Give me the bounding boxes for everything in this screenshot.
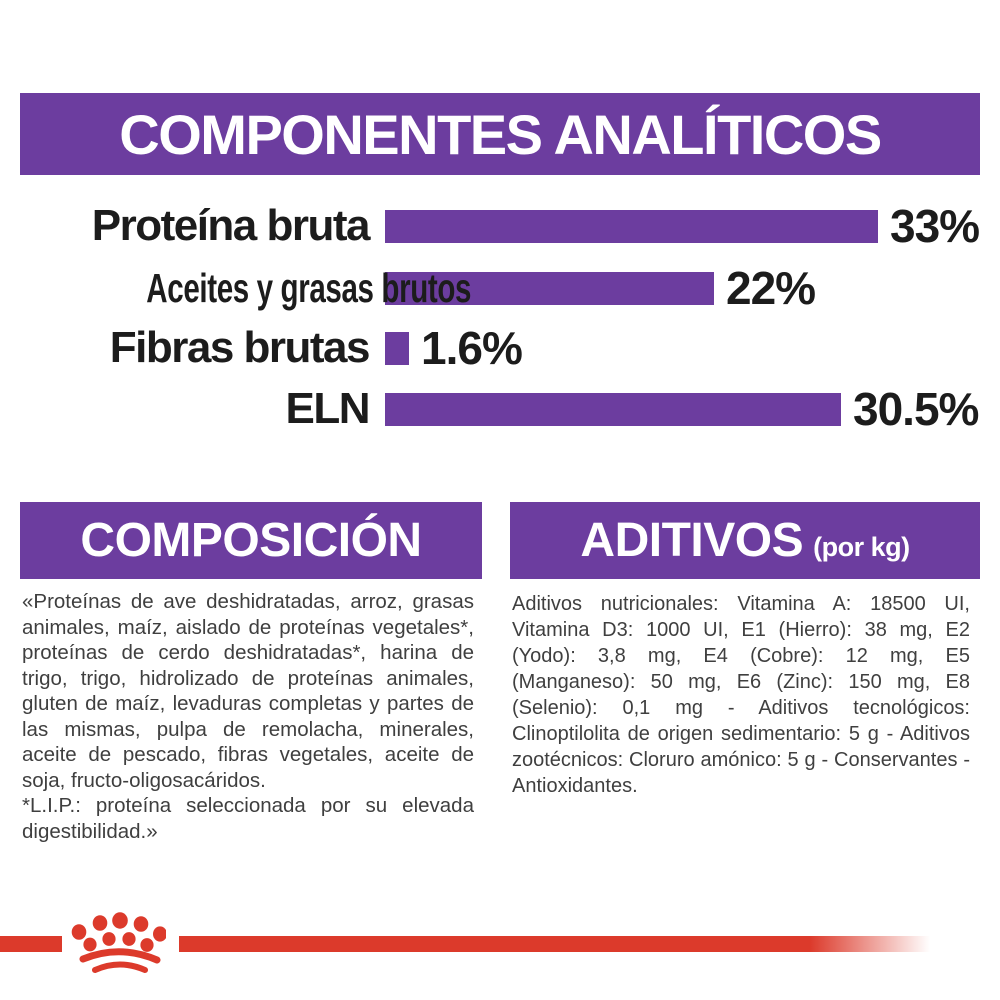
bar-label: Proteína bruta: [91, 201, 369, 250]
bar-value: 22%: [726, 262, 816, 314]
bar-label: Aceites y grasas brutos: [146, 265, 472, 311]
bar-protein: [385, 210, 878, 243]
chart-row-fibre: [20, 316, 995, 380]
footer-stripe-left: [0, 936, 62, 952]
bar-value: 33%: [890, 200, 980, 252]
royal-canin-crown-icon: [60, 898, 166, 980]
chart-row-fats: [20, 256, 995, 320]
bar-label: ELN: [285, 384, 369, 433]
bar-fibre: [385, 332, 409, 365]
bar-value: 30.5%: [853, 383, 979, 435]
footer-stripe-right: [179, 936, 930, 952]
composition-header-title: COMPOSICIÓN: [80, 514, 422, 567]
composition-text: [22, 589, 474, 844]
additives-header-title: ADITIVOS: [580, 514, 804, 567]
chart-row-eln: [20, 377, 995, 441]
chart-row-protein: [20, 194, 995, 258]
bar-value: 1.6%: [421, 322, 522, 374]
components-header-title: COMPONENTES ANALÍTICOS: [119, 102, 881, 166]
composition-header-banner: [20, 502, 482, 579]
additives-text: [512, 591, 970, 799]
bar-label: Fibras brutas: [109, 323, 369, 372]
components-header-banner: [20, 93, 980, 175]
additives-header-banner: [510, 502, 980, 579]
composition-footnote: *L.I.P.: proteína seleccionada por su elevada digestibilidad.»: [22, 794, 474, 843]
bar-eln: [385, 393, 841, 426]
additives-header-suffix: (por kg): [813, 532, 910, 562]
composition-paragraph: «Proteínas de ave deshidratadas, arroz, grasas animales, maíz, aislado de proteínas vegetales*, proteínas de cerdo deshidratadas*, harina de trigo, trigo, hidrolizado de proteínas animales, gluten de maíz, levaduras completas y partes de las mismas, pulpa de remolacha, minerales, aceite de pescado, fibras vegetales, aceite de soja, fructo-oligosacáridos.: [22, 590, 474, 792]
additives-paragraph: Aditivos nutricionales: Vitamina A: 18500 UI, Vitamina D3: 1000 UI, E1 (Hierro): 38 mg, E2 (Yodo): 3,8 mg, E4 (Cobre): 12 mg, E5 (Manganeso): 50 mg, E6 (Zinc): 150 mg, E8 (Selenio): 0,1 mg - Aditivos tecnológicos: Clinoptilolita de origen sedimentario: 5 g - Aditivos zootécnicos: Cloruro amónico: 5 g - Conservantes - Antioxidantes.: [512, 593, 970, 797]
